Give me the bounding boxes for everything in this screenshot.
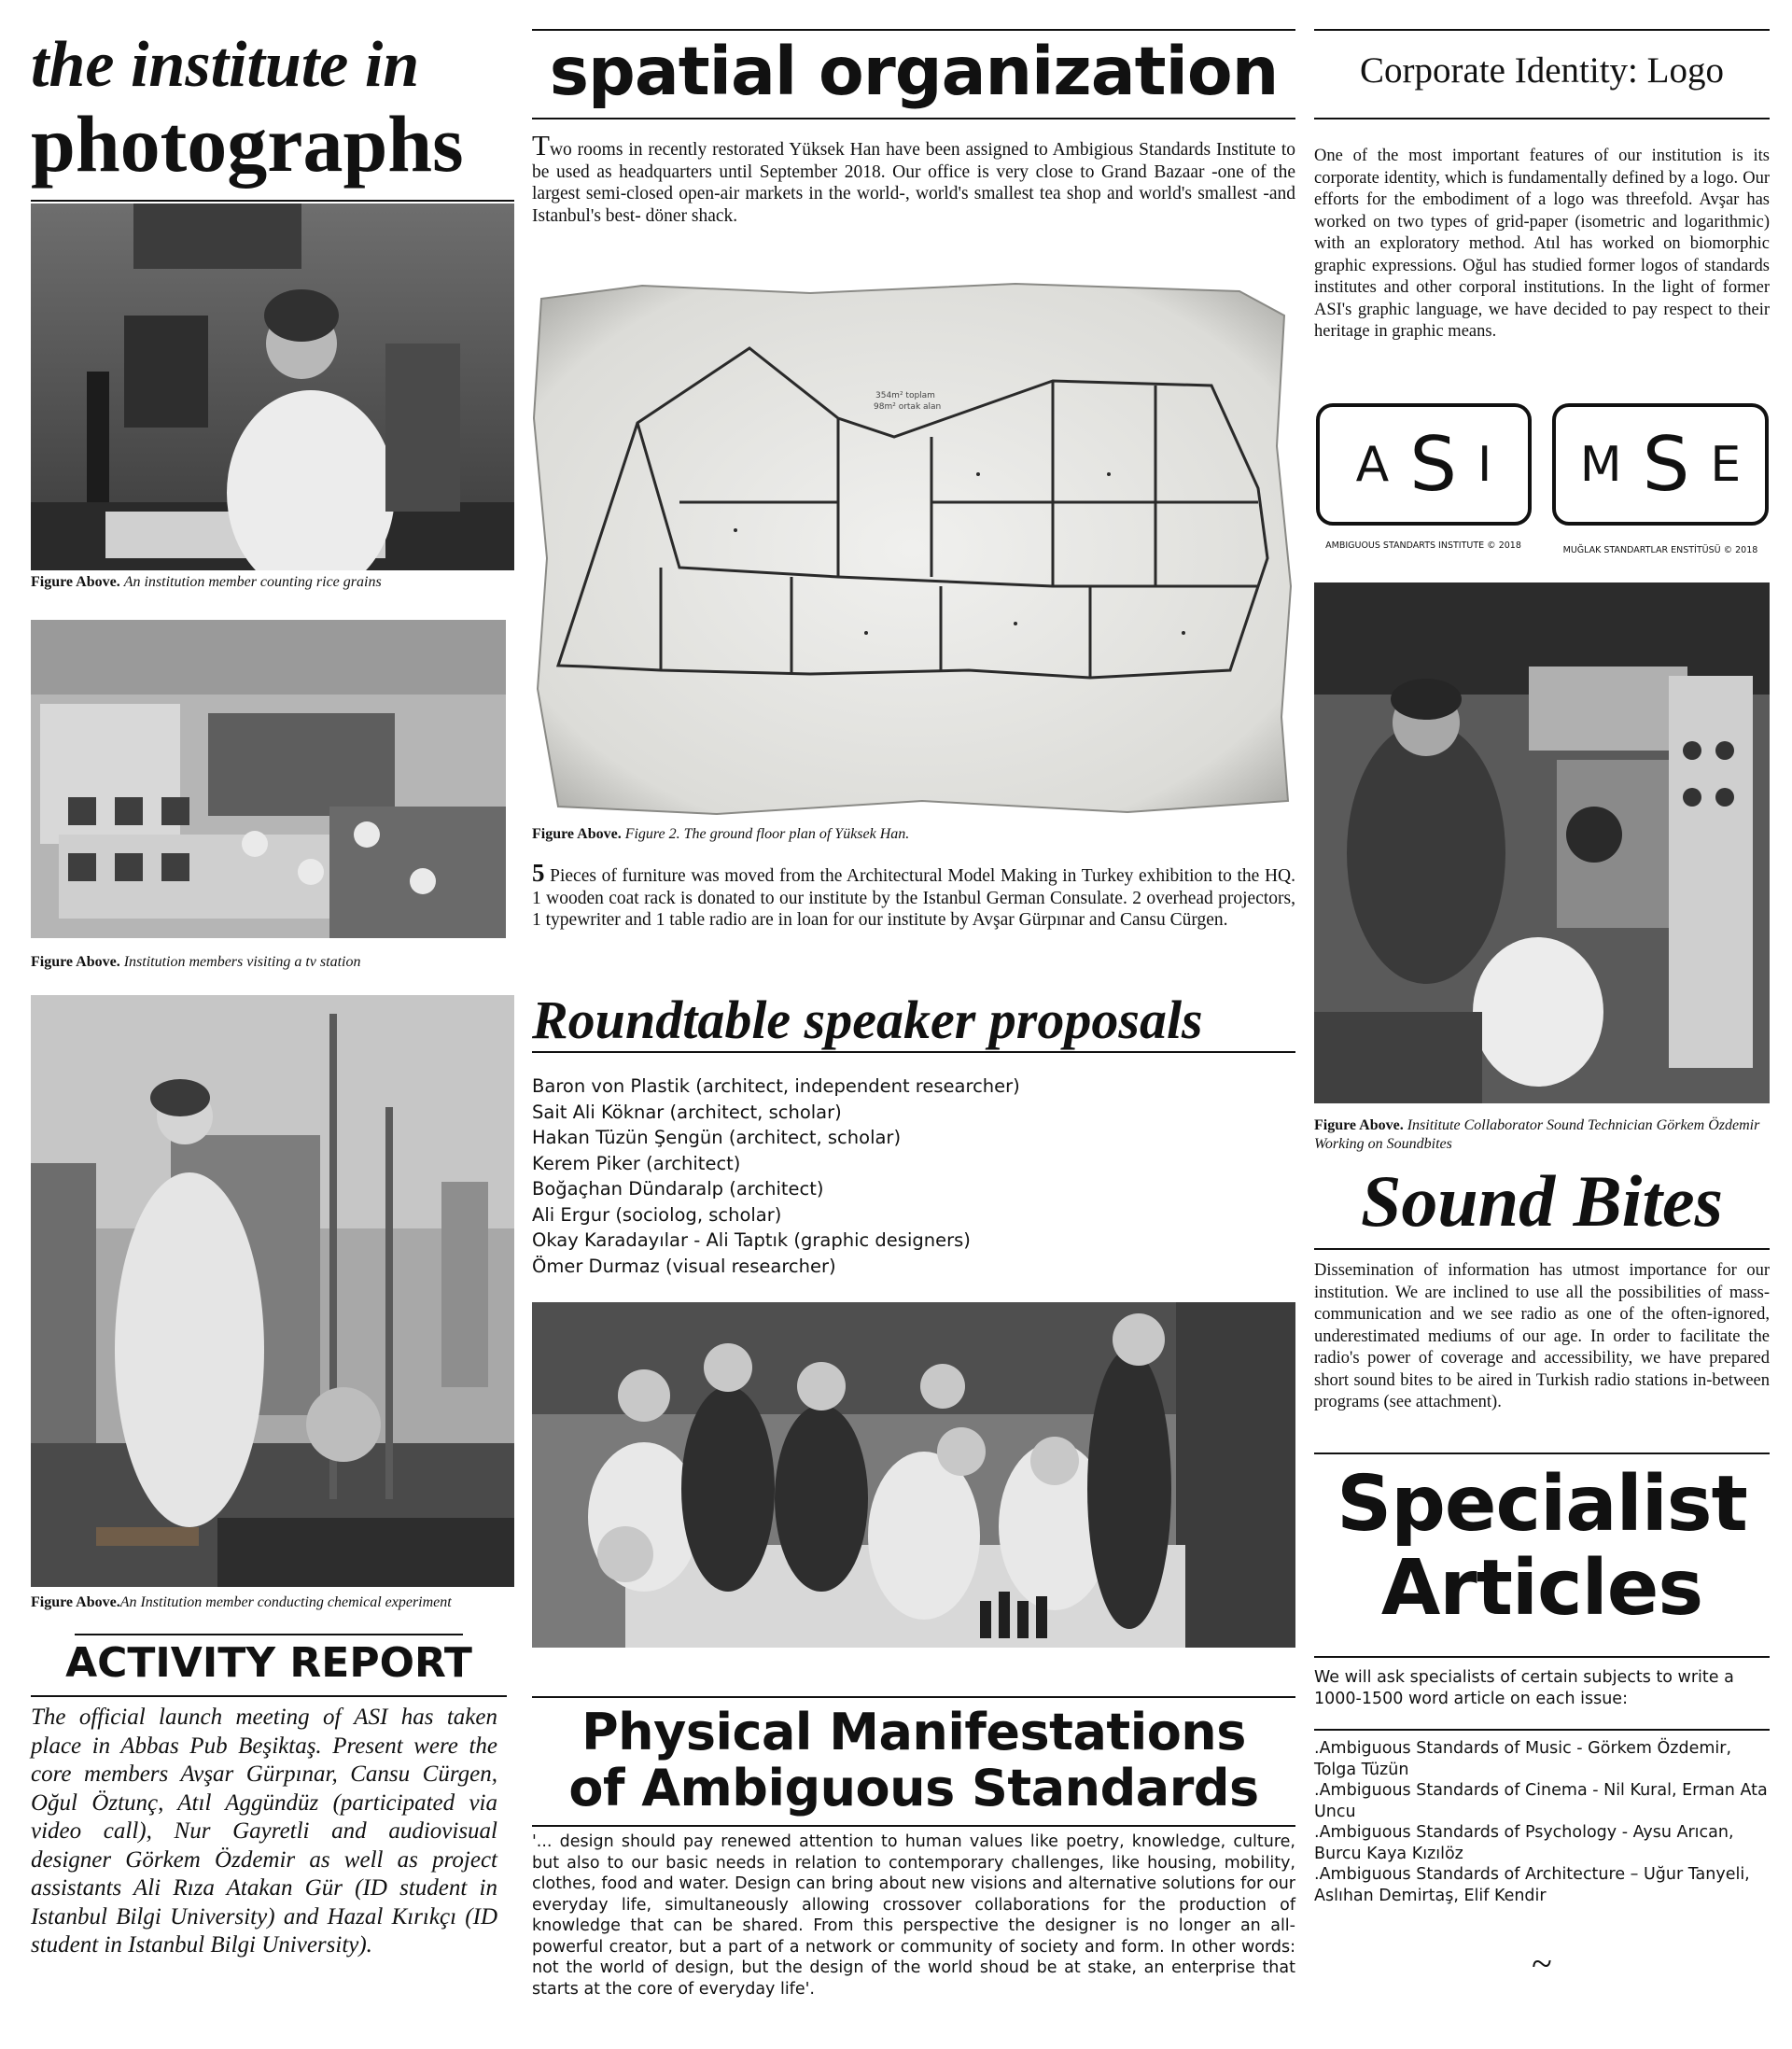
divider bbox=[532, 1696, 1295, 1698]
list-item: .Ambiguous Standards of Cinema - Nil Kural, Erman Ata Uncu bbox=[1314, 1781, 1768, 1821]
tilde-ornament: ~ bbox=[1532, 1943, 1552, 1985]
specialist-intro: We will ask specialists of certain subjects to write a 1000-1500 word article on each issue: bbox=[1314, 1668, 1734, 1708]
floor-plan-image bbox=[530, 278, 1295, 821]
drop-initial: 5 bbox=[532, 859, 545, 887]
divider bbox=[1314, 118, 1770, 119]
photo-tv-station bbox=[31, 620, 506, 938]
list-item: Ömer Durmaz (visual researcher) bbox=[532, 1255, 836, 1277]
logo-caption-asi: AMBIGUOUS STANDARTS INSTITUTE © 2018 bbox=[1325, 540, 1521, 551]
photo-sound-technician bbox=[1314, 582, 1770, 1103]
roundtable-title: Roundtable speaker proposals bbox=[532, 989, 1203, 1050]
divider bbox=[31, 200, 514, 202]
spatial-organization-title: spatial organization bbox=[549, 33, 1279, 110]
divider bbox=[75, 1634, 463, 1635]
corporate-identity-title: Corporate Identity: Logo bbox=[1360, 50, 1724, 91]
caption-fig1: Figure Above. An institution member counting rice grains bbox=[31, 574, 382, 590]
logo-letter: M bbox=[1579, 436, 1622, 493]
divider bbox=[1314, 29, 1770, 31]
caption-fig4: Figure Above. Insititute Collaborator Sound Technician Görkem Özdemir Working on Soundbites bbox=[1314, 1117, 1760, 1152]
divider bbox=[1314, 1656, 1770, 1658]
caption-fig3: Figure Above.An Institution member conducting chemical experiment bbox=[31, 1594, 452, 1610]
photo-rice-grains bbox=[31, 203, 514, 570]
list-item: Sait Ali Köknar (architect, scholar) bbox=[532, 1101, 842, 1123]
divider bbox=[1314, 1248, 1770, 1250]
physical-quote: '... design should pay renewed attention to human values like poetry, knowledge, culture, but also to our basic needs in relation to contemporary challenges, like housing, mobility, clothes, food and water. Design can bring about new visions and alternative solutions for our everyday life, simultaneously allowing crossover collaborations for the production of knowledge that can be shared. From this perspective the designer is no longer an all-powerful creator, but a part of a network or community of society and form. In other words: not the world of design, but the design of the world shoud be at stake, an enterprise that starts at the core of everyday life'. bbox=[532, 1832, 1295, 1999]
logo-letter: S bbox=[1642, 420, 1690, 508]
drop-initial: T bbox=[532, 129, 550, 161]
activity-report-text: The official launch meeting of ASI has taken place in Abbas Pub Beşiktaş. Present were the core members Avşar Gürpınar, Cansu Cürgen, Oğul Öztunç, Atıl Aggündüz (participated via video call), Nur Gayretli and audiovisual designer Görkem Özdemir as well as project assistants Ali Rıza Atakan Gür (ID student in Istanbul Bilgi University) and Hazal Kırıkçı (ID student in Istanbul Bilgi University). bbox=[31, 1705, 497, 1958]
list-item: Kerem Piker (architect) bbox=[532, 1152, 741, 1174]
logo-caption-mse: MUĞLAK STANDARTLAR ENSTİTÜSÜ © 2018 bbox=[1562, 545, 1758, 555]
page-title-line1: the institute in bbox=[31, 29, 420, 101]
photo-group-members bbox=[532, 1302, 1295, 1648]
divider bbox=[1314, 1729, 1770, 1731]
speaker-list bbox=[532, 1074, 1295, 1279]
corporate-identity-text: One of the most important features of our institution is its corporate identity, which is fundamentally defined by a logo. Our efforts for the embodiment of a logo was threefold. Avşar has worked on two types of grid-paper (isometric and logarithmic) with an exploratory method. Atıl has worked on biomorphic graphic expressions. Oğul has studied former logos of standards institutes and other corporal institutions. In the light of former ASI's graphic language, we have decided to pay respect to their heritage in graphic means. bbox=[1314, 147, 1770, 341]
logo-mse bbox=[1552, 403, 1769, 526]
spatial-intro-text: Two rooms in recently restorated Yüksek Han have been assigned to Ambigious Standards Institute to be used as headquarters until September 2018. Our office is very close to Grand Bazaar -one of the largest semi-closed open-air markets in the world-, world's smallest tea shop and world's smallest -and Istanbul's best- döner shack. bbox=[532, 129, 1295, 226]
logo-letter: A bbox=[1355, 436, 1390, 493]
svg-text:354m² toplam: 354m² toplam bbox=[875, 391, 935, 400]
articles-list bbox=[1314, 1738, 1770, 1906]
caption-floor-plan: Figure Above. Figure 2. The ground floor plan of Yüksek Han. bbox=[532, 826, 910, 842]
sound-bites-title: Sound Bites bbox=[1361, 1160, 1723, 1242]
list-item: Ali Ergur (sociolog, scholar) bbox=[532, 1203, 782, 1226]
divider bbox=[532, 118, 1295, 119]
page-title-line2: photographs bbox=[31, 99, 464, 189]
list-item: Boğaçhan Dündaralp (architect) bbox=[532, 1178, 824, 1200]
list-item: Okay Karadayılar - Ali Taptık (graphic designers) bbox=[532, 1229, 971, 1251]
activity-report-heading: ACTIVITY REPORT bbox=[65, 1639, 472, 1687]
logo-letter: I bbox=[1477, 436, 1492, 493]
caption-fig2: Figure Above. Institution members visiting a tv station bbox=[31, 954, 361, 970]
divider bbox=[31, 1695, 507, 1697]
logo-letter: S bbox=[1409, 420, 1457, 508]
list-item: Baron von Plastik (architect, independent researcher) bbox=[532, 1075, 1020, 1097]
list-item: Hakan Tüzün Şengün (architect, scholar) bbox=[532, 1127, 902, 1148]
list-item: .Ambiguous Standards of Music - Görkem Özdemir, Tolga Tüzün bbox=[1314, 1739, 1732, 1779]
svg-text:98m² ortak alan: 98m² ortak alan bbox=[874, 402, 942, 412]
specialist-articles-title: Specialist Articles bbox=[1337, 1460, 1747, 1633]
list-item: .Ambiguous Standards of Architecture – Uğur Tanyeli, Aslıhan Demirtaş, Elif Kendir bbox=[1314, 1865, 1750, 1905]
sound-bites-text: Dissemination of information has utmost importance for our institution. We are inclined to use all the possibilities of mass-communication and we see radio as one of the often-ignored, underestimated mediums of our age. In order to facilitate the radio's power of coverage and accessibility, we have prepared short sound bites to be aired in Turkish radio stations in-between programs (see attachment). bbox=[1314, 1261, 1770, 1411]
list-item: .Ambiguous Standards of Psychology - Aysu Arıcan, Burcu Kaya Kızılöz bbox=[1314, 1823, 1734, 1863]
logo-letter: E bbox=[1710, 436, 1742, 493]
photo-chemical-experiment bbox=[31, 995, 514, 1587]
divider bbox=[1314, 1453, 1770, 1454]
logo-asi bbox=[1316, 403, 1532, 526]
furniture-text: 5 Pieces of furniture was moved from the Architectural Model Making in Turkey exhibition to the HQ. 1 wooden coat rack is donated to our institute by the Istanbul German Consulate. 2 overhead projectors, 1 typewriter and 1 table radio are in loan for our institute by Avşar Gürpınar and Cansu Cürgen. bbox=[532, 859, 1295, 930]
divider bbox=[532, 1825, 1295, 1827]
physical-manifestations-title: Physical Manifestations of Ambiguous Standards bbox=[568, 1703, 1259, 1817]
divider bbox=[532, 1051, 1295, 1053]
